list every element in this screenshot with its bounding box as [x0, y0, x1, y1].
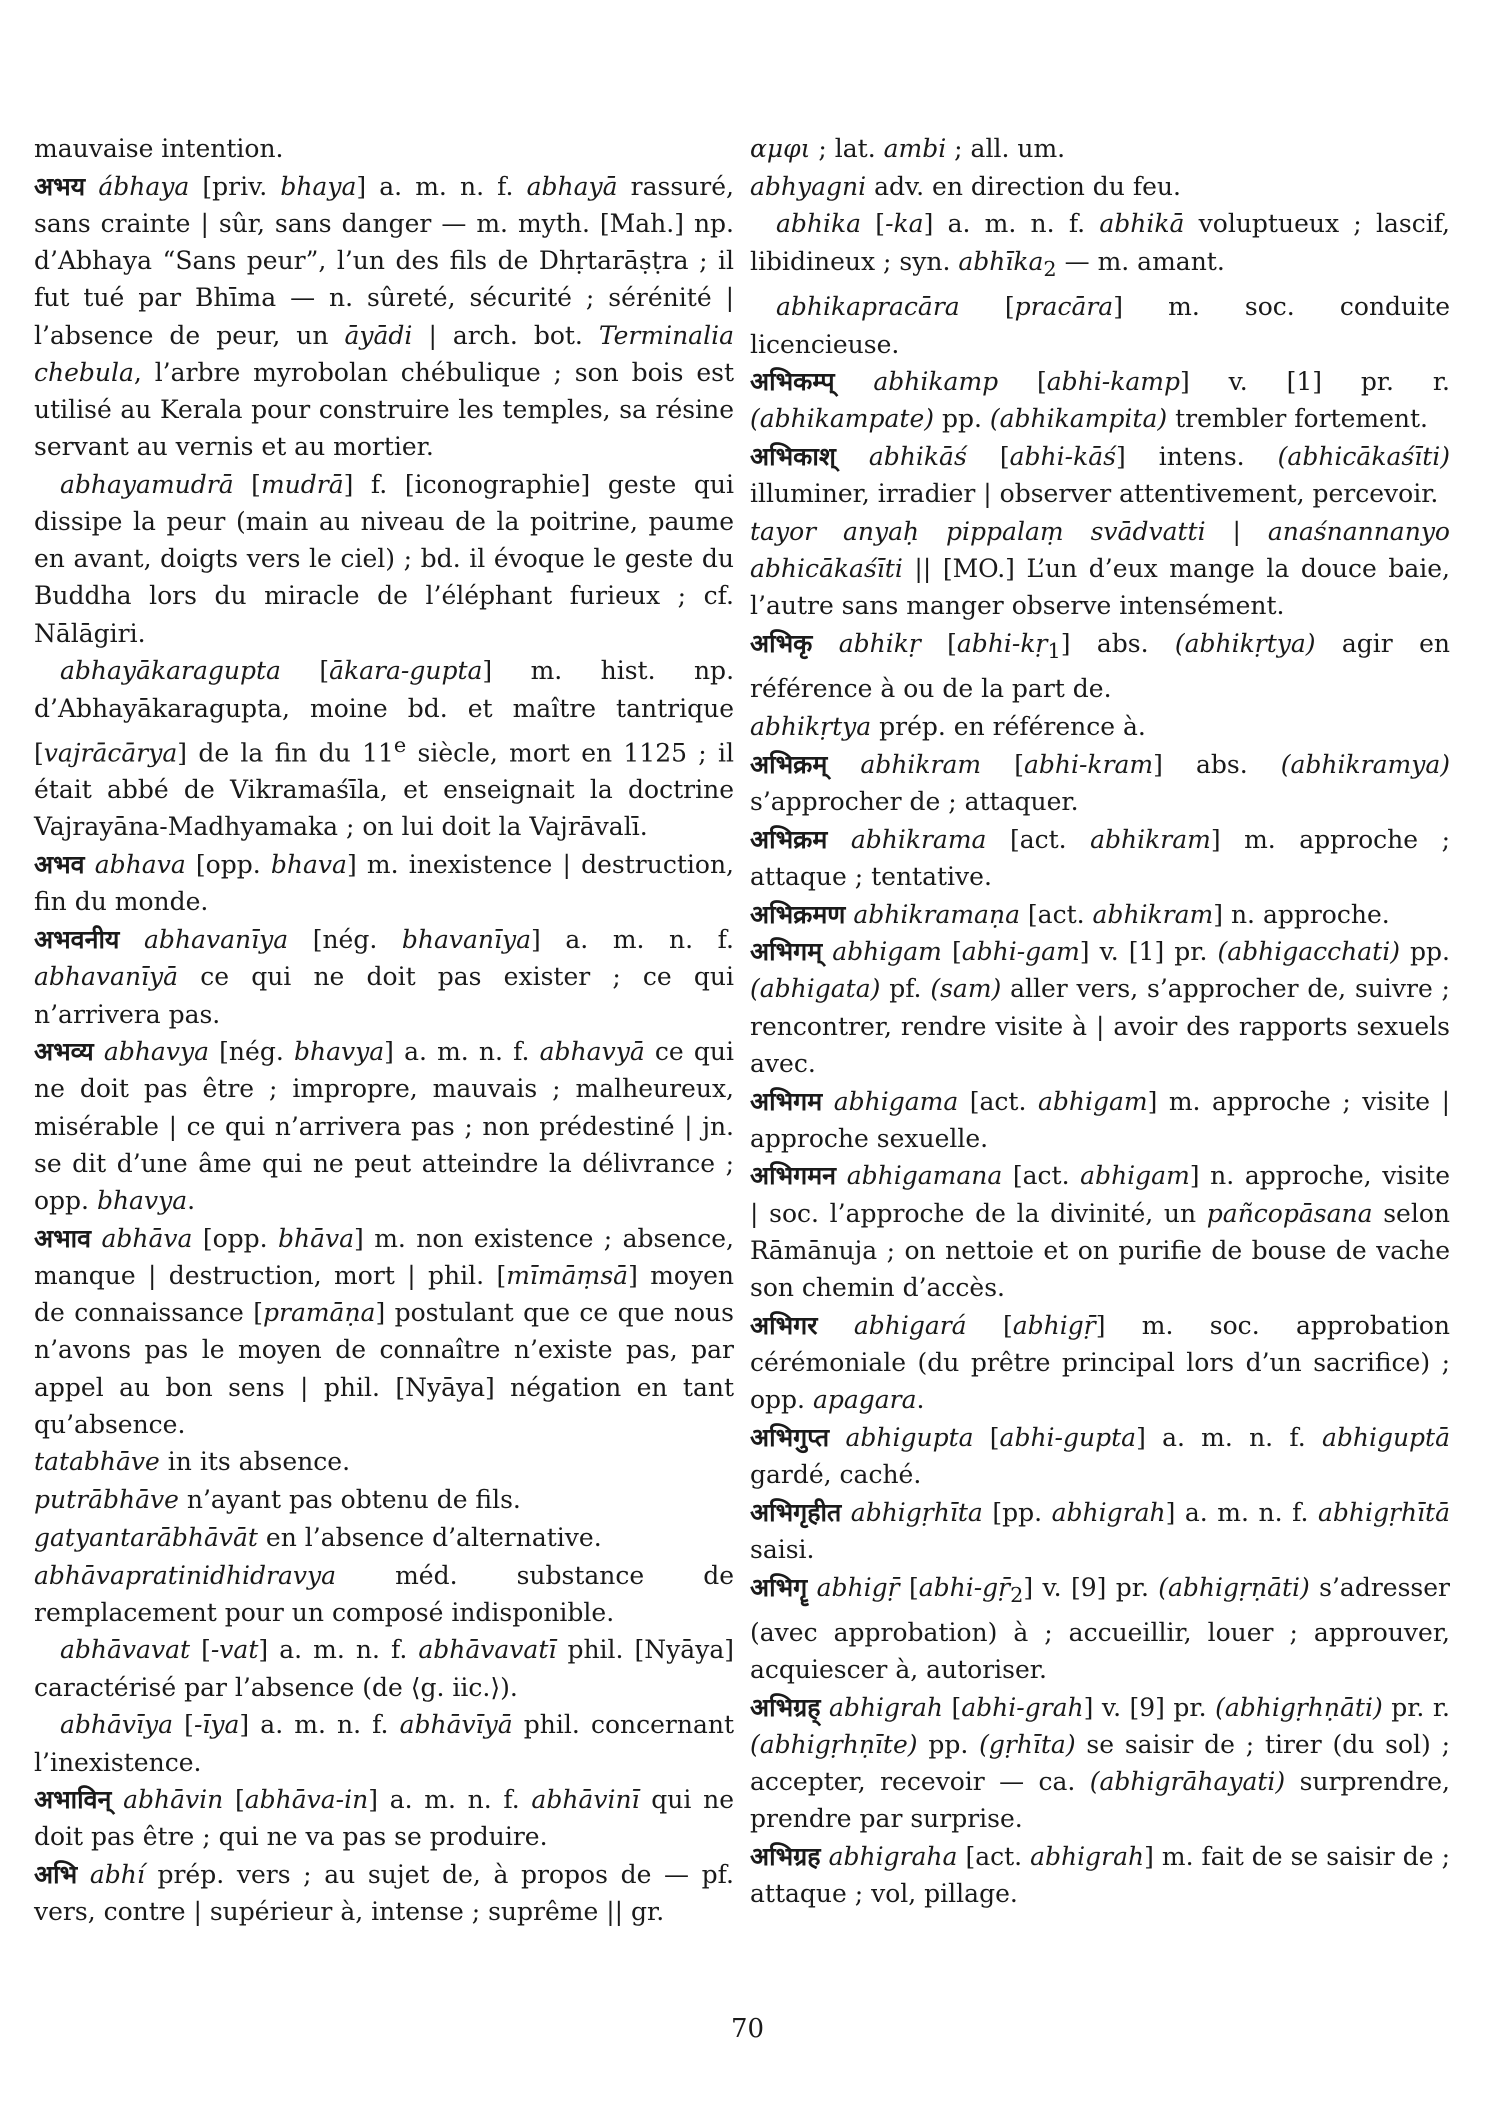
dictionary-entry: अभिकृ abhikṛ [abhi-kṛ$_1$] abs. (abhikṛtya) agir en référence à ou de la part de.	[750, 629, 1450, 704]
dictionary-entry: अभिग्रह abhigraha [act. abhigrah] m. fait de se saisir de ; attaque ; vol, pillage.	[750, 1842, 1451, 1909]
dictionary-entry: abhayākaragupta [ākara-gupta] m. hist. np. d’Abhayākaragupta, moine bd. et maître tantrique [vajrācārya] de la fin du 11e siècle, mort en 1125 ; il était abbé de Vikramaśīla, et enseignait la doctrine Vajrayāna-Madhyamaka ; on lui doit la Vajrāvalī.	[34, 656, 735, 842]
dictionary-entry: अभिकाश् abhikāś [abhi-kāś] intens. (abhicākaśīti) illuminer, irradier | observer attentivement, percevoir.	[750, 442, 1451, 509]
dictionary-entry: अभिगमन abhigamana [act. abhigam] n. approche, visite | soc. l’approche de la divinité, un pañcopāsana selon Rāmānuja ; on nettoie et on purifie de bouse de vache son chemin d’accès.	[750, 1161, 1451, 1303]
dictionary-entry: अभय ábhaya [priv. bhaya] a. m. n. f. abhayā rassuré, sans crainte | sûr, sans danger — m. myth. [Mah.] np. d’Abhaya “Sans peur”, l’un des fils de Dhṛtarāṣṭra ; il fut tué par Bhīma — n. sûreté, sécurité ; sérénité | l’absence de peur, un āyādi | arch. bot. Terminalia chebula, l’arbre myrobolan chébulique ; son bois est utilisé au Kerala pour construire les temples, sa résine servant au vernis et au mortier.	[34, 171, 734, 462]
dictionary-entry: अभिगम् abhigam [abhi-gam] v. [1] pr. (abhigacchati) pp. (abhigata) pf. (sam) aller vers, s’approcher de, suivre ; rencontrer, rendre visite à | avoir des rapports sexuels avec.	[750, 937, 1451, 1078]
dictionary-entry: अभाव abhāva [opp. bhāva] m. non existence ; absence, manque | destruction, mort | phil. [mīmāṃsā] moyen de connaissance [pramāṇa] postulant que ce que nous n’avons pas le moyen de connaître n’existe pas, par appel au bon sens | phil. [Nyāya] négation en tant qu’absence.	[34, 1223, 735, 1439]
dictionary-entry: abhyagni adv. en direction du feu.	[750, 171, 1181, 201]
dictionary-entry: अभिगर abhigará [abhigṝ] m. soc. approbation cérémoniale (du prêtre principal lors d’un sacrifice) ; opp. apagara.	[750, 1310, 1451, 1415]
page-number: 70	[730, 2014, 765, 2044]
dictionary-entry: tatabhāve in its absence.	[34, 1447, 351, 1477]
dictionary-entry: अभि abhí prép. vers ; au sujet de, à propos de — pf. vers, contre | supérieur à, intense ; suprême || gr.	[34, 1860, 734, 1927]
dictionary-entry: अभिगृहीत abhigṛhīta [pp. abhigrah] a. m. n. f. abhigṛhītā saisi.	[750, 1497, 1450, 1565]
dictionary-entry: gatyantarābhāvāt en l’absence d’alternative.	[34, 1522, 602, 1552]
dictionary-entry: अभिगुप्त abhigupta [abhi-gupta] a. m. n. f. abhiguptā gardé, caché.	[750, 1422, 1451, 1490]
dictionary-entry: अभिक्रम abhikrama [act. abhikram] m. approche ; attaque ; tentative.	[750, 824, 1451, 891]
dictionary-entry: mauvaise intention.	[34, 134, 284, 163]
dictionary-entry: अभव्य abhavya [nég. bhavya] a. m. n. f. abhavyā ce qui ne doit pas être ; impropre, mauvais ; malheureux, misérable | ce qui n’arrivera pas ; non prédestiné | jn. se dit d’une âme qui ne peut atteindre la délivrance ; opp. bhavya.	[34, 1037, 734, 1216]
left-column	[34, 130, 734, 1931]
right-column	[750, 130, 1450, 1913]
dictionary-entry: αμφι ; lat. ambi ; all. um.	[750, 134, 1066, 163]
dictionary-entry: अभिक्रम् abhikram [abhi-kram] abs. (abhikramya) s’approcher de ; attaquer.	[750, 749, 1451, 816]
dictionary-entry: abhāvapratinidhidravya méd. substance de remplacement pour un composé indisponible.	[34, 1560, 734, 1627]
dictionary-entry: अभव abhava [opp. bhava] m. inexistence | destruction, fin du monde.	[34, 850, 735, 917]
dictionary-entry: अभवनीय abhavanīya [nég. bhavanīya] a. m. n. f. abhavanīyā ce qui ne doit pas exister ; ce qui n’arrivera pas.	[34, 925, 734, 1029]
dictionary-entry: putrābhāve n’ayant pas obtenu de fils.	[34, 1485, 521, 1515]
dictionary-entry: अभिकम्प् abhikamp [abhi-kamp] v. [1] pr. r. (abhikampate) pp. (abhikampita) trembler fortement.	[750, 367, 1450, 434]
dictionary-entry: abhayamudrā [mudrā] f. [iconographie] geste qui dissipe la peur (main au niveau de la poitrine, paume en avant, doigts vers le ciel) ; bd. il évoque le geste du Buddha lors du miracle de l’éléphant furieux ; cf. Nālāgiri.	[34, 469, 734, 648]
dictionary-entry: अभिग्रह् abhigrah [abhi-grah] v. [9] pr. (abhigṛhṇāti) pr. r. (abhigṛhṇīte) pp. (gṛhīta) se saisir de ; tirer (du sol) ; accepter, recevoir — ca. (abhigrāhayati) surprendre, prendre par surprise.	[750, 1692, 1450, 1834]
dictionary-entry: abhāvavat [-vat] a. m. n. f. abhāvavatī phil. [Nyāya] caractérisé par l’absence (de ⟨g. iic.⟩).	[34, 1635, 734, 1702]
dictionary-entry: tayor anyaḥ pippalaṃ svādvatti | anaśnannanyo abhicākaśīti || [MO.] L’un d’eux mange la douce baie, l’autre sans manger observe intensément.	[750, 517, 1450, 621]
dictionary-entry: abhika [-ka] a. m. n. f. abhikā voluptueux ; lascif, libidineux ; syn. abhīka$_2$ — m. amant.	[750, 209, 1450, 281]
dictionary-entry: अभिगॄ abhigṝ [abhi-gṝ$_2$] v. [9] pr. (abhigṛṇāti) s’adresser (avec approbation) à ; accueillir, louer ; approuver, acquiescer à, autoriser.	[750, 1572, 1450, 1685]
dictionary-entry: abhāvīya [-īya] a. m. n. f. abhāvīyā phil. concernant l’inexistence.	[34, 1710, 734, 1777]
dictionary-entry: अभिगम abhigama [act. abhigam] m. approche ; visite | approche sexuelle.	[750, 1086, 1450, 1153]
dictionary-entry: अभिक्रमण abhikramaṇa [act. abhikram] n. approche.	[750, 899, 1390, 929]
dictionary-entry: abhikapracāra [pracāra] m. soc. conduite licencieuse.	[750, 292, 1450, 359]
dictionary-entry: अभाविन् abhāvin [abhāva-in] a. m. n. f. abhāvinī qui ne doit pas être ; qui ne va pas se produire.	[34, 1785, 734, 1852]
dictionary-entry: abhikṛtya prép. en référence à.	[750, 712, 1146, 742]
